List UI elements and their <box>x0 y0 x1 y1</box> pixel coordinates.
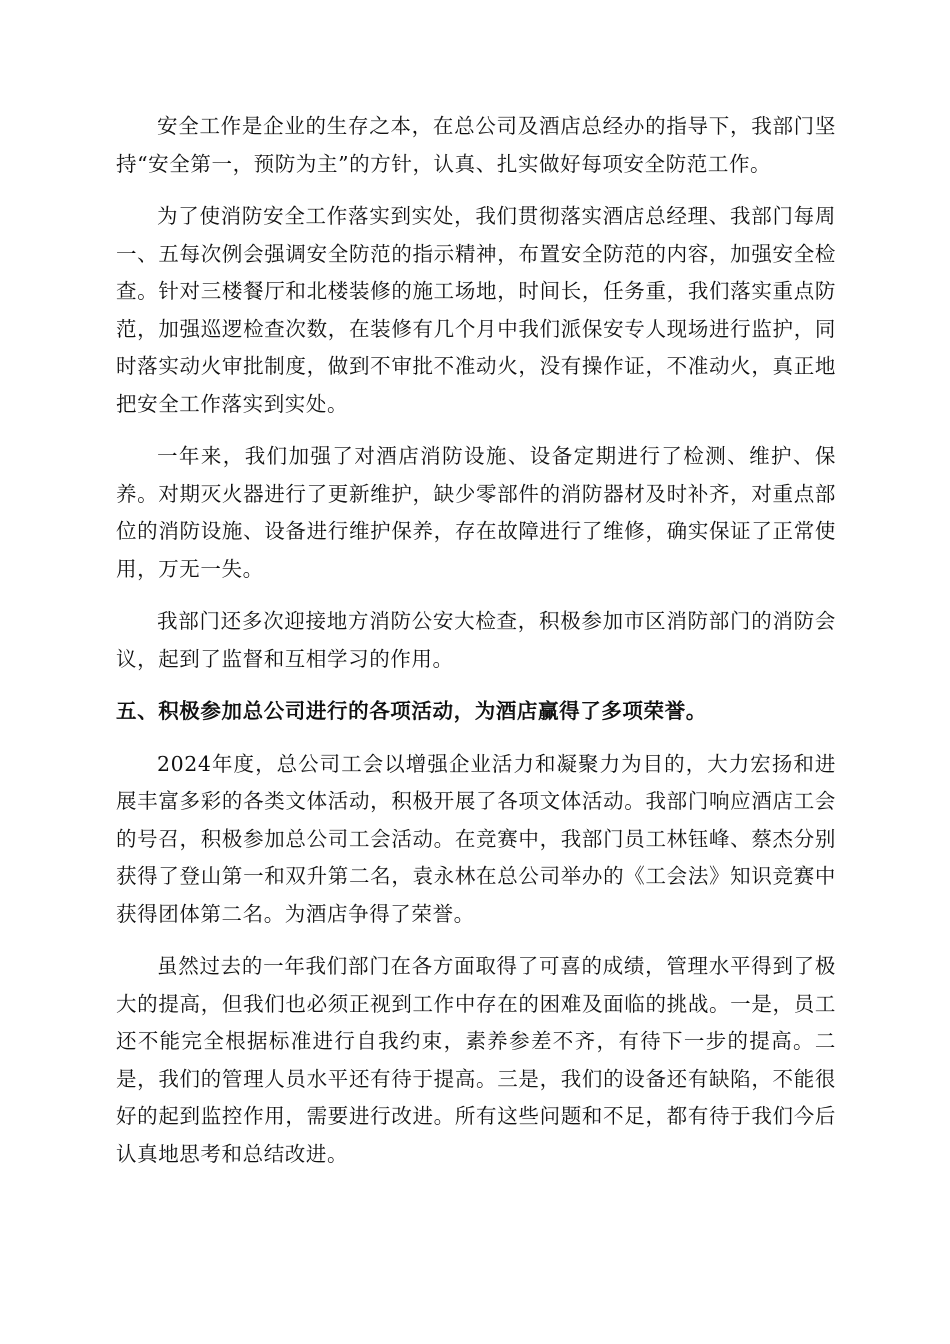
document-page <box>116 108 836 1173</box>
paragraph-safety-intro: 安全工作是企业的生存之本，在总公司及酒店总经办的指导下，我部门坚持“安全第一，预防为主”的方针，认真、扎实做好每项安全防范工作。 <box>116 114 836 176</box>
paragraph-fire-safety: 为了使消防安全工作落实到实处，我们贯彻落实酒店总经理、我部门每周一、五每次例会强调安全防范的指示精神，布置安全防范的内容，加强安全检查。针对三楼餐厅和北楼装修的施工场地，时间长，任务重，我们落实重点防范，加强巡逻检查次数，在装修有几个月中我们派保安专人现场进行监护，同时落实动火审批制度，做到不审批不准动火，没有操作证，不准动火，真正地把安全工作落实到实处。 <box>116 204 836 416</box>
paragraph-activities: 2024年度，总公司工会以增强企业活力和凝聚力为目的，大力宏扬和进展丰富多彩的各类文体活动，积极开展了各项文体活动。我部门响应酒店工会的号召，积极参加总公司工会活动。在竞赛中，我部门员工林钰峰、蔡杰分别获得了登山第一和双升第二名，袁永林在总公司举办的《工会法》知识竞赛中获得团体第二名。为酒店争得了荣誉。 <box>116 751 836 926</box>
paragraph-inspections: 我部门还多次迎接地方消防公安大检查，积极参加市区消防部门的消防会议，起到了监督和互相学习的作用。 <box>116 609 836 671</box>
paragraph-challenges: 虽然过去的一年我们部门在各方面取得了可喜的成绩，管理水平得到了极大的提高，但我们也必须正视到工作中存在的困难及面临的挑战。一是，员工还不能完全根据标准进行自我约束，素养参差不齐，有待下一步的提高。二是，我们的管理人员水平还有待于提高。三是，我们的设备还有缺陷，不能很好的起到监控作用，需要进行改进。所有这些问题和不足，都有待于我们今后认真地思考和总结改进。 <box>116 954 836 1166</box>
section-heading: 五、积极参加总公司进行的各项活动，为酒店赢得了多项荣誉。 <box>116 699 707 723</box>
paragraph-equipment-maintenance: 一年来，我们加强了对酒店消防设施、设备定期进行了检测、维护、保养。对期灭火器进行了更新维护，缺少零部件的消防器材及时补齐，对重点部位的消防设施、设备进行维护保养，存在故障进行了维修，确实保证了正常使用，万无一失。 <box>116 444 836 581</box>
